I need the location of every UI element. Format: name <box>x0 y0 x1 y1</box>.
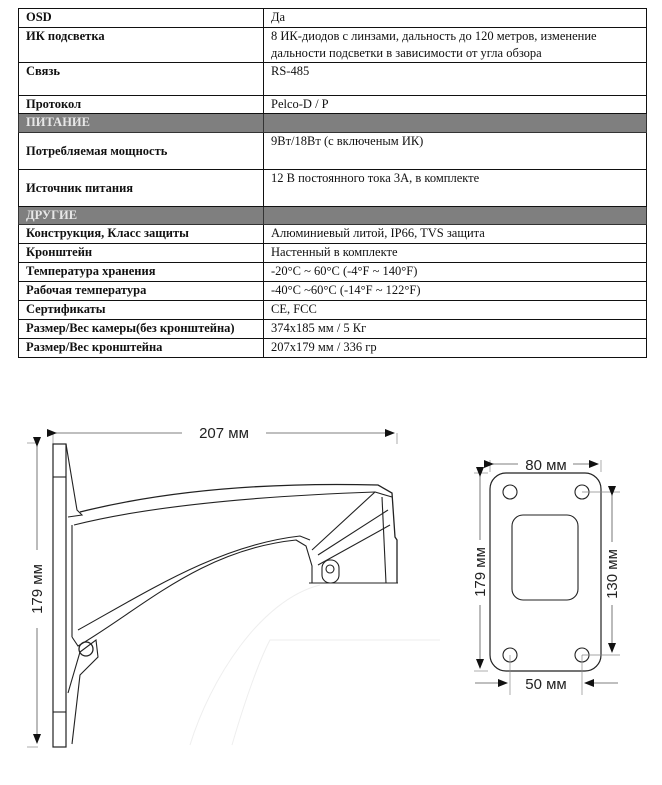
side-view <box>27 433 440 747</box>
table-row <box>19 244 647 263</box>
spec-key: Рабочая температура <box>19 282 264 301</box>
spec-table <box>18 8 647 358</box>
table-row <box>19 9 647 28</box>
spec-value: Pelco-D / P <box>264 96 647 114</box>
spec-key: Источник питания <box>19 170 264 207</box>
dimension-label-width: 207 мм <box>199 425 249 442</box>
spec-value: Алюминиевый литой, IP66, TVS защита <box>264 225 647 244</box>
spec-value: -20°C ~ 60°C (-4°F ~ 140°F) <box>264 263 647 282</box>
table-row <box>19 301 647 320</box>
table-row <box>19 339 647 358</box>
spec-value: -40°C ~60°C (-14°F ~ 122°F) <box>264 282 647 301</box>
section-title: ПИТАНИЕ <box>19 114 264 133</box>
spec-value: RS-485 <box>264 63 647 96</box>
table-row <box>19 170 647 207</box>
spec-value: Да <box>264 9 647 28</box>
spec-key: Кронштейн <box>19 244 264 263</box>
table-row <box>19 320 647 339</box>
spec-value: 9Вт/18Вт (с включеным ИК) <box>264 133 647 170</box>
spec-value: 374x185 мм / 5 Кг <box>264 320 647 339</box>
dimension-label-plate-width: 80 мм <box>525 457 567 474</box>
spec-key: Связь <box>19 63 264 96</box>
spec-key: Потребляемая мощность <box>19 133 264 170</box>
section-header-power <box>19 114 647 133</box>
dimension-label-height: 179 мм <box>29 564 46 614</box>
spec-value: 8 ИК-диодов с линзами, дальность до 120 метров, изменение дальности подсветки в зависимости от угла обзора <box>264 28 647 63</box>
spec-value: CE, FCC <box>264 301 647 320</box>
spec-key: Размер/Вес камеры(без кронштейна) <box>19 320 264 339</box>
dimension-label-hole-vertical: 130 мм <box>604 549 621 599</box>
spec-key: Температура хранения <box>19 263 264 282</box>
spec-key: OSD <box>19 9 264 28</box>
table-row <box>19 225 647 244</box>
table-row <box>19 63 647 96</box>
spec-value: Настенный в комплекте <box>264 244 647 263</box>
spec-key: Размер/Вес кронштейна <box>19 339 264 358</box>
section-header-other <box>19 207 647 225</box>
table-row <box>19 133 647 170</box>
dimension-label-plate-height: 179 мм <box>472 547 489 597</box>
mounting-plate-view <box>474 460 620 695</box>
table-row <box>19 282 647 301</box>
spec-key: Конструкция, Класс защиты <box>19 225 264 244</box>
table-row <box>19 263 647 282</box>
spec-key: Протокол <box>19 96 264 114</box>
table-row <box>19 96 647 114</box>
spec-value: 12 В постоянного тока 3А, в комплекте <box>264 170 647 207</box>
spec-key: ИК подсветка <box>19 28 264 63</box>
section-spacer <box>264 114 647 133</box>
spec-value: 207x179 мм / 336 гр <box>264 339 647 358</box>
spec-key: Сертификаты <box>19 301 264 320</box>
section-spacer <box>264 207 647 225</box>
dimension-label-hole-horizontal: 50 мм <box>525 676 567 693</box>
bracket-drawing <box>0 400 662 785</box>
section-title: ДРУГИЕ <box>19 207 264 225</box>
table-row <box>19 28 647 63</box>
